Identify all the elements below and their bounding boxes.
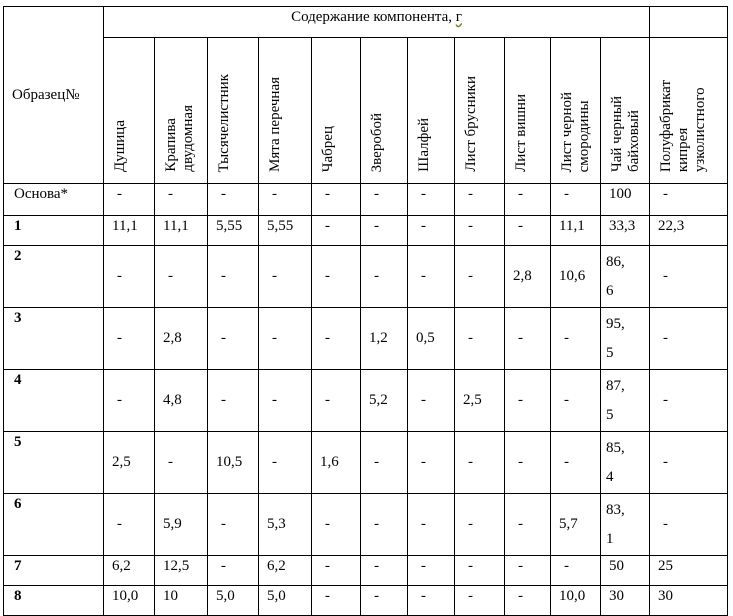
group-header-blank xyxy=(650,7,728,38)
group-header xyxy=(104,7,650,38)
table-cell: - xyxy=(361,556,408,586)
column-header xyxy=(551,38,601,184)
table-cell: - xyxy=(312,184,361,216)
table-cell: - xyxy=(208,184,259,216)
table-cell: - xyxy=(361,216,408,246)
table-cell: 5,55 xyxy=(208,216,259,246)
table-cell: - xyxy=(259,246,312,308)
table-cell: 2,5 xyxy=(455,370,505,432)
table-cell: - xyxy=(505,494,551,556)
column-header-text: Крапива двудомная xyxy=(163,105,196,172)
table-cell: - xyxy=(551,432,601,494)
table-cell: 1,2 xyxy=(361,308,408,370)
header-row-columns xyxy=(4,38,728,184)
row-label: 2 xyxy=(4,246,104,308)
table-cell: - xyxy=(312,586,361,616)
table-cell: - xyxy=(208,370,259,432)
table-cell: 10,6 xyxy=(551,246,601,308)
table-cell: 5,9 xyxy=(155,494,208,556)
table-cell: - xyxy=(455,246,505,308)
column-header-text: Душица xyxy=(112,120,128,172)
row-label: 5 xyxy=(4,432,104,494)
table-cell: - xyxy=(408,216,455,246)
table-row xyxy=(4,586,728,616)
row-label: 8 xyxy=(4,586,104,616)
table-cell: - xyxy=(312,556,361,586)
table-cell: 4,8 xyxy=(155,370,208,432)
table-cell: - xyxy=(312,370,361,432)
table-cell: 2,5 xyxy=(104,432,155,494)
table-cell: 2,8 xyxy=(505,246,551,308)
table-row xyxy=(4,370,728,432)
column-header-text: Шалфей xyxy=(416,118,432,172)
table-cell: 6,2 xyxy=(104,556,155,586)
table-cell: - xyxy=(155,246,208,308)
column-header-text: Чай черный байховый xyxy=(609,95,642,172)
row-label: 4 xyxy=(4,370,104,432)
table-cell: - xyxy=(104,246,155,308)
column-header xyxy=(155,38,208,184)
table-cell: - xyxy=(312,494,361,556)
table-cell: 5,0 xyxy=(259,586,312,616)
table-cell: 85, 4 xyxy=(601,432,650,494)
table-cell: 6,2 xyxy=(259,556,312,586)
table-cell: - xyxy=(551,184,601,216)
table-cell: - xyxy=(408,586,455,616)
table-cell: 5,3 xyxy=(259,494,312,556)
table-cell: 11,1 xyxy=(104,216,155,246)
table-cell: - xyxy=(650,308,728,370)
table-row xyxy=(4,184,728,216)
table-cell: 86, 6 xyxy=(601,246,650,308)
table-cell: - xyxy=(104,494,155,556)
table-row xyxy=(4,216,728,246)
table-cell: - xyxy=(650,494,728,556)
table-cell: 1,6 xyxy=(312,432,361,494)
table-cell: - xyxy=(505,556,551,586)
table-cell: - xyxy=(408,246,455,308)
table-cell: - xyxy=(259,370,312,432)
table-cell: 10,0 xyxy=(551,586,601,616)
table-row xyxy=(4,556,728,586)
column-header xyxy=(455,38,505,184)
table-cell: 25 xyxy=(650,556,728,586)
table-row xyxy=(4,246,728,308)
table-cell: - xyxy=(408,494,455,556)
table-cell: - xyxy=(505,370,551,432)
table-cell: - xyxy=(259,432,312,494)
column-header-text: Лист брусники xyxy=(463,76,479,172)
table-cell: 83, 1 xyxy=(601,494,650,556)
table-row xyxy=(4,432,728,494)
header-row-top xyxy=(4,7,728,38)
column-header-text: Мята перечная xyxy=(267,77,283,172)
table-cell: - xyxy=(551,556,601,586)
table-cell: 30 xyxy=(650,586,728,616)
row-label: 3 xyxy=(4,308,104,370)
table-cell: - xyxy=(104,184,155,216)
row-label: 7 xyxy=(4,556,104,586)
table-cell: 12,5 xyxy=(155,556,208,586)
column-header xyxy=(259,38,312,184)
table-cell: 30 xyxy=(601,586,650,616)
column-header-text: Лист черной смородины xyxy=(559,91,592,172)
table-cell: - xyxy=(361,586,408,616)
table-cell: - xyxy=(505,432,551,494)
table-cell: - xyxy=(208,246,259,308)
column-header-text: Чабрец xyxy=(320,125,336,172)
table-cell: 5,2 xyxy=(361,370,408,432)
column-header-text: Зверобой xyxy=(369,112,385,172)
table-cell: - xyxy=(455,308,505,370)
table-cell: - xyxy=(408,184,455,216)
table-cell: - xyxy=(208,308,259,370)
table-cell: - xyxy=(259,184,312,216)
table-cell: - xyxy=(505,216,551,246)
table-cell: - xyxy=(361,432,408,494)
table-cell: 0,5 xyxy=(408,308,455,370)
table-row xyxy=(4,494,728,556)
table-cell: - xyxy=(104,370,155,432)
table-cell: - xyxy=(650,432,728,494)
column-header xyxy=(361,38,408,184)
table-cell: 2,8 xyxy=(155,308,208,370)
column-header xyxy=(650,38,728,184)
unit-underline: г xyxy=(455,9,462,25)
table-cell: - xyxy=(505,586,551,616)
row-label: Основа* xyxy=(4,184,104,216)
table-cell: - xyxy=(455,216,505,246)
table-cell: - xyxy=(312,216,361,246)
row-label: 1 xyxy=(4,216,104,246)
table-cell: - xyxy=(155,432,208,494)
table-cell: - xyxy=(455,184,505,216)
table-cell: - xyxy=(505,184,551,216)
table-cell: 5,0 xyxy=(208,586,259,616)
column-header-text: Тысячелистник xyxy=(216,73,232,172)
table-cell: 10,5 xyxy=(208,432,259,494)
row-label-header: Образец№ xyxy=(4,7,104,184)
column-header xyxy=(601,38,650,184)
table-cell: - xyxy=(408,370,455,432)
table-cell: - xyxy=(312,246,361,308)
table-cell: 11,1 xyxy=(551,216,601,246)
table-cell: - xyxy=(208,556,259,586)
table-cell: - xyxy=(155,184,208,216)
column-header xyxy=(408,38,455,184)
column-header xyxy=(104,38,155,184)
table-cell: - xyxy=(312,308,361,370)
table-cell: 5,55 xyxy=(259,216,312,246)
column-header-text: Полуфабрикат кипрея узколистного xyxy=(658,79,708,172)
table-cell: 22,3 xyxy=(650,216,728,246)
table-cell: 33,3 xyxy=(601,216,650,246)
table-cell: - xyxy=(551,308,601,370)
group-header-text: Содержание компонента, г xyxy=(291,9,462,25)
column-header xyxy=(312,38,361,184)
table-cell: 11,1 xyxy=(155,216,208,246)
table-cell: - xyxy=(455,432,505,494)
table-cell: - xyxy=(650,184,728,216)
table-cell: 50 xyxy=(601,556,650,586)
table-row xyxy=(4,308,728,370)
table-cell: - xyxy=(361,246,408,308)
table-cell: 100 xyxy=(601,184,650,216)
column-header-text: Лист вишни xyxy=(513,94,529,172)
table-cell: - xyxy=(208,494,259,556)
table-cell: - xyxy=(104,308,155,370)
table-cell: - xyxy=(408,432,455,494)
table-cell: - xyxy=(455,494,505,556)
row-label: 6 xyxy=(4,494,104,556)
table-cell: 10,0 xyxy=(104,586,155,616)
table-body xyxy=(4,184,728,616)
column-header xyxy=(505,38,551,184)
table-cell: 87, 5 xyxy=(601,370,650,432)
table-cell: - xyxy=(551,370,601,432)
table-cell: - xyxy=(408,556,455,586)
table-cell: - xyxy=(455,586,505,616)
table-cell: 95, 5 xyxy=(601,308,650,370)
table-cell: 10 xyxy=(155,586,208,616)
column-header xyxy=(208,38,259,184)
table-cell: - xyxy=(455,556,505,586)
composition-table-container xyxy=(3,6,728,616)
composition-table xyxy=(3,6,728,616)
table-cell: - xyxy=(650,370,728,432)
table-cell: - xyxy=(361,494,408,556)
table-cell: - xyxy=(361,184,408,216)
table-cell: 5,7 xyxy=(551,494,601,556)
table-cell: - xyxy=(259,308,312,370)
table-cell: - xyxy=(505,308,551,370)
table-cell: - xyxy=(650,246,728,308)
